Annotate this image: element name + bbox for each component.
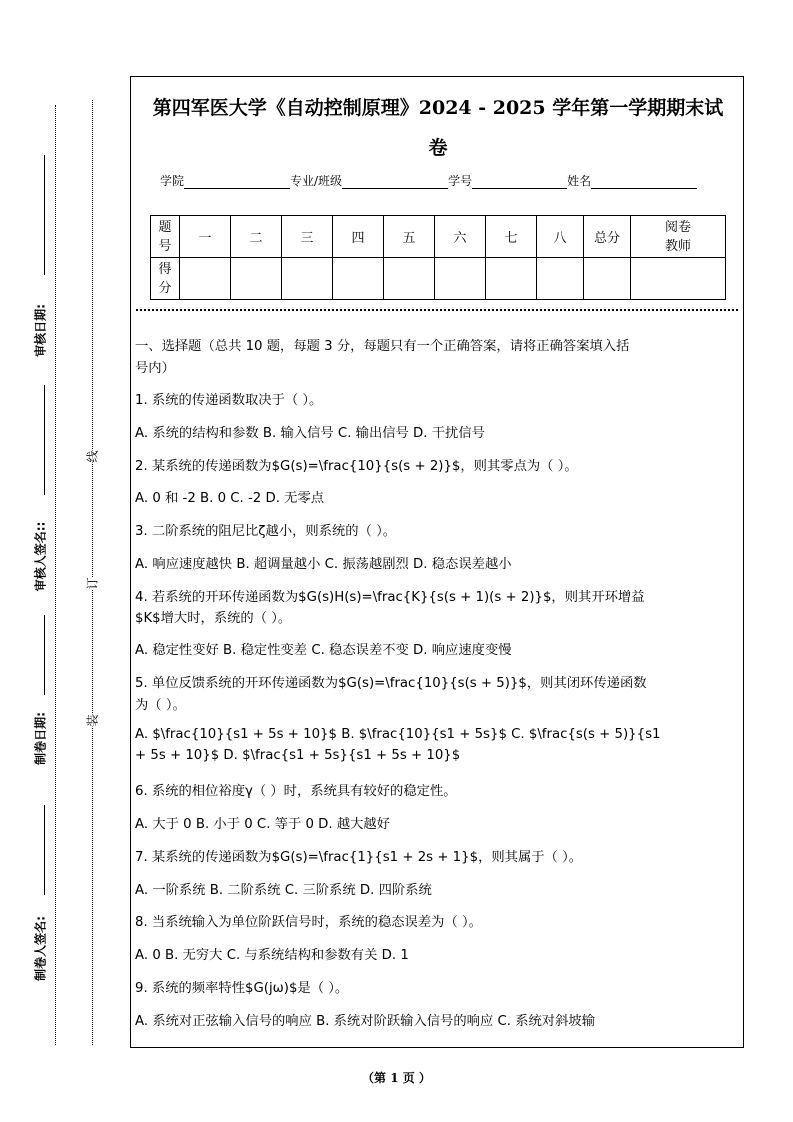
score-cell-8[interactable] — [537, 258, 584, 300]
cut-order-char: 订 — [85, 577, 100, 590]
text-line: 4. 若系统的开环传递函数为$G(s)H(s)=\frac{K}{s(s + 1)(s + 2)}$，则其开环增益 — [135, 590, 645, 605]
col-4: 四 — [333, 216, 384, 258]
col-1: 一 — [180, 216, 231, 258]
score-cell-7[interactable] — [486, 258, 537, 300]
text-line: 一、选择题（总共 10 题，每题 3 分，每题只有一个正确答案，请将正确答案填入括 — [135, 339, 630, 354]
col-8: 八 — [537, 216, 584, 258]
inner-dotted-line — [92, 100, 93, 1045]
text-line: A. 0 B. 无穷大 C. 与系统结构和参数有关 D. 1 — [135, 948, 409, 963]
score-cell-4[interactable] — [333, 258, 384, 300]
text-line: 8. 当系统输入为单位阶跃信号时，系统的稳态误差为（ ）。 — [135, 915, 482, 930]
reviewer-sign-label: 审核人签名:: — [33, 521, 48, 592]
school-label: 学院 — [160, 174, 185, 188]
score-table — [150, 215, 726, 300]
reviewer-date-blank — [44, 155, 45, 275]
text-line: 6. 系统的相位裕度γ（ ）时，系统具有较好的稳定性。 — [135, 784, 457, 799]
col-2: 二 — [231, 216, 282, 258]
student-info-row — [160, 172, 697, 189]
id-field[interactable] — [472, 176, 567, 189]
text-line: A. 系统的结构和参数 B. 输入信号 C. 输出信号 D. 干扰信号 — [135, 426, 485, 441]
col-5: 五 — [384, 216, 435, 258]
page-number: （第 1 页 ） — [362, 1071, 431, 1085]
cut-line-char: 线 — [85, 450, 100, 463]
score-cell-3[interactable] — [282, 258, 333, 300]
row-head-question: 题号 — [151, 216, 180, 258]
cut-bind-char: 装 — [85, 714, 100, 727]
outer-dotted-line — [55, 105, 56, 1045]
text-line: 为（ ）。 — [135, 698, 186, 713]
score-cell-total[interactable] — [584, 258, 631, 300]
title-line-1: 第四军医大学《自动控制原理》2024 - 2025 学年第一学期期末试 — [152, 97, 724, 119]
id-label: 学号 — [448, 174, 473, 188]
major-label: 专业/班级 — [290, 174, 343, 188]
text-line: + 5s + 10}$ D. $\frac{s1 + 5s}{s1 + 5s + 10}$ — [135, 748, 461, 763]
score-cell-1[interactable] — [180, 258, 231, 300]
score-cell-5[interactable] — [384, 258, 435, 300]
binding-margin — [0, 0, 128, 1122]
text-line: 7. 某系统的传递函数为$G(s)=\frac{1}{s1 + 2s + 1}$，则其属于（ ）。 — [135, 850, 583, 865]
text-line: A. 系统对正弦输入信号的响应 B. 系统对阶跃输入信号的响应 C. 系统对斜坡输 — [135, 1014, 595, 1029]
col-grader: 阅卷教师 — [631, 216, 726, 258]
text-line: 号内） — [135, 361, 175, 376]
col-7: 七 — [486, 216, 537, 258]
maker-date-blank — [44, 615, 45, 695]
col-3: 三 — [282, 216, 333, 258]
name-label: 姓名 — [567, 174, 592, 188]
row-head-score: 得分 — [151, 258, 180, 300]
text-line: A. 一阶系统 B. 二阶系统 C. 三阶系统 D. 四阶系统 — [135, 883, 432, 898]
maker-sign-label: 制卷人签名: — [33, 916, 48, 981]
text-line: 3. 二阶系统的阻尼比ζ越小，则系统的（ ）。 — [135, 524, 397, 539]
dotted-separator — [136, 309, 738, 311]
text-line: 1. 系统的传递函数取决于（ ）。 — [135, 393, 323, 408]
score-cell-2[interactable] — [231, 258, 282, 300]
text-line: A. 0 和 -2 B. 0 C. -2 D. 无零点 — [135, 491, 325, 506]
maker-sign-blank — [44, 805, 45, 895]
exam-title — [136, 88, 740, 168]
col-6: 六 — [435, 216, 486, 258]
maker-date-label: 制卷日期: — [33, 712, 48, 765]
text-line: 9. 系统的频率特性$G(jω)$是（ ）。 — [135, 981, 349, 996]
major-field[interactable] — [342, 176, 448, 189]
text-line: $K$增大时，系统的（ ）。 — [135, 611, 292, 626]
col-total: 总分 — [584, 216, 631, 258]
text-line: A. 大于 0 B. 小于 0 C. 等于 0 D. 越大越好 — [135, 817, 391, 832]
reviewer-date-label: 审核日期: — [33, 304, 48, 357]
text-line: A. $\frac{10}{s1 + 5s + 10}$ B. $\frac{10}{s1 + 5s}$ C. $\frac{s(s + 5)}{s1 — [135, 727, 661, 742]
score-cell-6[interactable] — [435, 258, 486, 300]
reviewer-sign-blank — [44, 385, 45, 495]
score-cell-grader[interactable] — [631, 258, 726, 300]
text-line: 5. 单位反馈系统的开环传递函数为$G(s)=\frac{10}{s(s + 5)}$，则其闭环传递函数 — [135, 676, 647, 691]
text-line: A. 稳定性变好 B. 稳定性变差 C. 稳态误差不变 D. 响应速度变慢 — [135, 643, 512, 658]
school-field[interactable] — [184, 176, 290, 189]
text-line: 2. 某系统的传递函数为$G(s)=\frac{10}{s(s + 2)}$，则其零点为（ ）。 — [135, 459, 578, 474]
text-line: A. 响应速度越快 B. 超调量越小 C. 振荡越剧烈 D. 稳态误差越小 — [135, 557, 512, 572]
name-field[interactable] — [591, 176, 697, 189]
title-line-2: 卷 — [428, 137, 448, 159]
